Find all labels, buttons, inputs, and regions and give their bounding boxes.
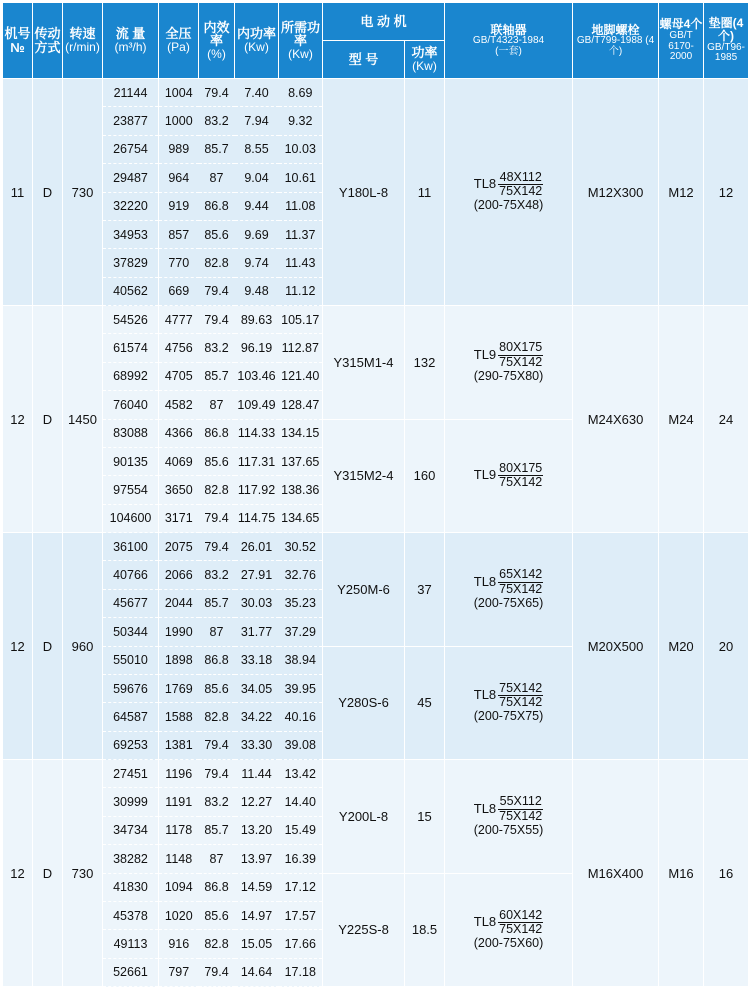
header-flow [103,3,159,79]
pressure-cell: 1196 [159,760,199,788]
efficiency-cell: 87 [199,391,235,419]
power-cell: 33.30 [235,731,279,759]
power-cell: 33.18 [235,646,279,674]
efficiency-cell: 82.8 [199,476,235,504]
pressure-cell: 1148 [159,845,199,873]
model-no-cell: 12 [3,533,33,760]
coupling-bottom: 75X142 [499,354,543,369]
power-cell: 117.92 [235,476,279,504]
pressure-cell: 2066 [159,561,199,589]
coupling-cell [445,306,573,420]
coupling-bottom: 75X142 [499,808,543,823]
req-power-cell: 134.15 [279,419,323,447]
req-power-cell: 137.65 [279,447,323,475]
header-anchor-std: GB/T799-1988 (4个) [576,35,655,57]
efficiency-cell: 83.2 [199,561,235,589]
motor-model-cell: Y280S-6 [323,646,405,760]
fan-group [3,79,749,306]
motor-model-cell: Y200L-8 [323,760,405,874]
coupling-type: TL8 [473,800,497,816]
coupling-cell [445,79,573,306]
pressure-cell: 1004 [159,79,199,107]
nut-cell: M24 [659,306,704,533]
motor-power-cell: 11 [405,79,445,306]
req-power-cell: 17.18 [279,958,323,986]
header-washer [704,3,749,79]
model-no-cell: 12 [3,760,33,987]
power-cell: 7.94 [235,107,279,135]
efficiency-cell: 85.7 [199,135,235,163]
speed-cell: 730 [63,79,103,306]
flow-cell: 61574 [103,334,159,362]
req-power-cell: 32.76 [279,561,323,589]
pressure-cell: 1588 [159,703,199,731]
coupling-type: TL9 [473,467,497,483]
motor-model-cell: Y315M1-4 [323,306,405,420]
efficiency-cell: 85.6 [199,901,235,929]
motor-power-cell: 15 [405,760,445,874]
req-power-cell: 39.08 [279,731,323,759]
req-power-cell: 11.12 [279,277,323,305]
fan-spec-table [2,2,749,987]
flow-cell: 29487 [103,164,159,192]
power-cell: 89.63 [235,306,279,334]
header-efficiency-label: 内效率 [203,19,230,49]
pressure-cell: 857 [159,220,199,248]
power-cell: 14.59 [235,873,279,901]
motor-power-cell: 37 [405,533,445,647]
efficiency-cell: 79.4 [199,504,235,532]
header-flow-label: 流 量 [115,26,146,42]
pressure-cell: 4777 [159,306,199,334]
efficiency-cell: 79.4 [199,277,235,305]
table-row [3,306,749,334]
req-power-cell: 10.61 [279,164,323,192]
efficiency-cell: 83.2 [199,107,235,135]
pressure-cell: 1769 [159,674,199,702]
coupling-fraction [498,341,543,368]
flow-cell: 23877 [103,107,159,135]
power-cell: 9.74 [235,249,279,277]
pressure-cell: 1000 [159,107,199,135]
req-power-cell: 128.47 [279,391,323,419]
coupling-spec: (200-75X65) [473,595,544,610]
coupling-bottom: 75X142 [499,184,543,199]
speed-cell: 730 [63,760,103,987]
req-power-cell: 13.42 [279,760,323,788]
washer-cell: 24 [704,306,749,533]
flow-cell: 37829 [103,249,159,277]
pressure-cell: 916 [159,930,199,958]
coupling-spec: (200-75X60) [473,936,544,951]
nut-cell: M16 [659,760,704,987]
req-power-cell: 14.40 [279,788,323,816]
header-coupling-label: 联轴器 [490,22,527,37]
req-power-cell: 138.36 [279,476,323,504]
flow-cell: 64587 [103,703,159,731]
header-speed-label: 转速 [69,26,96,42]
power-cell: 114.33 [235,419,279,447]
flow-cell: 54526 [103,306,159,334]
motor-power-cell: 160 [405,419,445,533]
model-no-cell: 11 [3,79,33,306]
coupling-type: TL9 [473,346,497,362]
pressure-cell: 1191 [159,788,199,816]
flow-cell: 40766 [103,561,159,589]
efficiency-cell: 83.2 [199,334,235,362]
flow-cell: 52661 [103,958,159,986]
coupling-fraction [498,568,543,595]
flow-cell: 30999 [103,788,159,816]
header-flow-unit: (m³/h) [114,40,147,55]
nut-cell: M12 [659,79,704,306]
motor-model-cell: Y225S-8 [323,873,405,987]
motor-power-cell: 132 [405,306,445,420]
washer-cell: 12 [704,79,749,306]
power-cell: 34.22 [235,703,279,731]
coupling-spec: (290-75X80) [473,368,544,383]
efficiency-cell: 87 [199,845,235,873]
header-motor-power [405,41,445,79]
header-nut [659,3,704,79]
coupling-spec: (200-75X75) [473,709,544,724]
power-cell: 9.69 [235,220,279,248]
power-cell: 7.40 [235,79,279,107]
header-model-no: 机号№ [3,3,33,79]
pressure-cell: 2044 [159,589,199,617]
pressure-cell: 919 [159,192,199,220]
req-power-cell: 15.49 [279,816,323,844]
flow-cell: 27451 [103,760,159,788]
flow-cell: 45378 [103,901,159,929]
speed-cell: 1450 [63,306,103,533]
pressure-cell: 4705 [159,362,199,390]
pressure-cell: 964 [159,164,199,192]
coupling-top: 65X142 [499,567,543,582]
pressure-cell: 797 [159,958,199,986]
efficiency-cell: 85.6 [199,674,235,702]
flow-cell: 40562 [103,277,159,305]
pressure-cell: 1381 [159,731,199,759]
req-power-cell: 17.12 [279,873,323,901]
efficiency-cell: 86.8 [199,873,235,901]
req-power-cell: 17.57 [279,901,323,929]
header-pressure [159,3,199,79]
pressure-cell: 1178 [159,816,199,844]
coupling-bottom: 75X142 [499,922,543,937]
efficiency-cell: 79.4 [199,760,235,788]
header-req-power-label: 所需功率 [280,19,320,49]
coupling-type: TL8 [473,687,497,703]
req-power-cell: 11.08 [279,192,323,220]
flow-cell: 50344 [103,618,159,646]
coupling-bottom: 75X142 [499,581,543,596]
req-power-cell: 39.95 [279,674,323,702]
washer-cell: 16 [704,760,749,987]
flow-cell: 41830 [103,873,159,901]
power-cell: 26.01 [235,533,279,561]
power-cell: 9.48 [235,277,279,305]
flow-cell: 49113 [103,930,159,958]
coupling-top: 80X175 [499,461,543,476]
coupling-fraction [498,909,543,936]
pressure-cell: 4582 [159,391,199,419]
anchor-bolt-cell: M24X630 [573,306,659,533]
motor-power-cell: 18.5 [405,873,445,987]
pressure-cell: 989 [159,135,199,163]
req-power-cell: 11.37 [279,220,323,248]
flow-cell: 45677 [103,589,159,617]
efficiency-cell: 79.4 [199,533,235,561]
header-power-unit: (Kw) [244,40,269,55]
header-washer-label: 垫圈(4个) [708,16,744,43]
header-motor-model: 型 号 [323,41,405,79]
power-cell: 109.49 [235,391,279,419]
header-drive: 传动方式 [33,3,63,79]
req-power-cell: 30.52 [279,533,323,561]
flow-cell: 69253 [103,731,159,759]
anchor-bolt-cell: M12X300 [573,79,659,306]
header-motor-power-unit: (Kw) [412,59,437,74]
header-efficiency-unit: (%) [207,46,226,61]
efficiency-cell: 79.4 [199,731,235,759]
pressure-cell: 4366 [159,419,199,447]
washer-cell: 20 [704,533,749,760]
efficiency-cell: 85.7 [199,362,235,390]
req-power-cell: 105.17 [279,306,323,334]
header-efficiency [199,3,235,79]
drive-cell: D [33,533,63,760]
req-power-cell: 10.03 [279,135,323,163]
flow-cell: 21144 [103,79,159,107]
pressure-cell: 1020 [159,901,199,929]
motor-model-cell: Y180L-8 [323,79,405,306]
flow-cell: 76040 [103,391,159,419]
pressure-cell: 3171 [159,504,199,532]
pressure-cell: 1990 [159,618,199,646]
pressure-cell: 4069 [159,447,199,475]
efficiency-cell: 87 [199,164,235,192]
coupling-top: 75X142 [499,680,543,695]
coupling-top: 60X142 [499,907,543,922]
table-row [3,533,749,561]
pressure-cell: 770 [159,249,199,277]
flow-cell: 32220 [103,192,159,220]
efficiency-cell: 86.8 [199,192,235,220]
power-cell: 117.31 [235,447,279,475]
nut-cell: M20 [659,533,704,760]
header-req-power-unit: (Kw) [288,46,313,61]
header-coupling-set: (一套) [495,45,522,57]
coupling-fraction [498,462,543,489]
power-cell: 14.97 [235,901,279,929]
header-anchor [573,3,659,79]
coupling-fraction [498,682,543,709]
power-cell: 96.19 [235,334,279,362]
coupling-cell [445,646,573,760]
flow-cell: 68992 [103,362,159,390]
coupling-top: 80X175 [499,340,543,355]
header-coupling [445,3,573,79]
coupling-type: TL8 [473,176,497,192]
flow-cell: 38282 [103,845,159,873]
req-power-cell: 11.43 [279,249,323,277]
req-power-cell: 9.32 [279,107,323,135]
coupling-bottom: 75X142 [499,695,543,710]
flow-cell: 59676 [103,674,159,702]
pressure-cell: 1094 [159,873,199,901]
coupling-cell [445,873,573,987]
header-motor: 电 动 机 [323,3,445,41]
efficiency-cell: 87 [199,618,235,646]
power-cell: 103.46 [235,362,279,390]
power-cell: 8.55 [235,135,279,163]
efficiency-cell: 85.7 [199,816,235,844]
table-row [3,79,749,107]
fan-group [3,306,749,533]
req-power-cell: 17.66 [279,930,323,958]
flow-cell: 36100 [103,533,159,561]
flow-cell: 34734 [103,816,159,844]
coupling-bottom: 75X142 [499,475,543,490]
fan-group [3,760,749,987]
power-cell: 13.97 [235,845,279,873]
coupling-cell [445,419,573,533]
req-power-cell: 8.69 [279,79,323,107]
flow-cell: 83088 [103,419,159,447]
header-anchor-label: 地脚螺栓 [591,22,640,37]
req-power-cell: 112.87 [279,334,323,362]
coupling-fraction [498,795,543,822]
flow-cell: 104600 [103,504,159,532]
coupling-cell [445,760,573,874]
fan-group [3,533,749,760]
efficiency-cell: 86.8 [199,419,235,447]
efficiency-cell: 82.8 [199,703,235,731]
efficiency-cell: 85.7 [199,589,235,617]
coupling-type: TL8 [473,914,497,930]
power-cell: 9.04 [235,164,279,192]
coupling-spec: (200-75X55) [473,822,544,837]
coupling-cell [445,533,573,647]
req-power-cell: 35.23 [279,589,323,617]
req-power-cell: 134.65 [279,504,323,532]
header-nut-std: GB/T 6170-2000 [668,30,694,63]
efficiency-cell: 85.6 [199,220,235,248]
power-cell: 9.44 [235,192,279,220]
anchor-bolt-cell: M20X500 [573,533,659,760]
drive-cell: D [33,306,63,533]
req-power-cell: 38.94 [279,646,323,674]
flow-cell: 26754 [103,135,159,163]
power-cell: 27.91 [235,561,279,589]
flow-cell: 97554 [103,476,159,504]
efficiency-cell: 79.4 [199,306,235,334]
flow-cell: 55010 [103,646,159,674]
power-cell: 34.05 [235,674,279,702]
header-pressure-unit: (Pa) [167,40,190,55]
efficiency-cell: 82.8 [199,249,235,277]
pressure-cell: 1898 [159,646,199,674]
motor-model-cell: Y315M2-4 [323,419,405,533]
efficiency-cell: 79.4 [199,958,235,986]
power-cell: 12.27 [235,788,279,816]
header-coupling-std: GB/T4323-1984 [472,35,545,47]
efficiency-cell: 86.8 [199,646,235,674]
drive-cell: D [33,79,63,306]
motor-model-cell: Y250M-6 [323,533,405,647]
req-power-cell: 16.39 [279,845,323,873]
header-pressure-label: 全压 [165,26,192,42]
power-cell: 114.75 [235,504,279,532]
coupling-fraction [498,171,543,198]
efficiency-cell: 85.6 [199,447,235,475]
power-cell: 14.64 [235,958,279,986]
req-power-cell: 121.40 [279,362,323,390]
header-motor-power-label: 功率 [411,45,438,61]
speed-cell: 960 [63,533,103,760]
header-power [235,3,279,79]
pressure-cell: 669 [159,277,199,305]
anchor-bolt-cell: M16X400 [573,760,659,987]
efficiency-cell: 82.8 [199,930,235,958]
pressure-cell: 3650 [159,476,199,504]
pressure-cell: 4756 [159,334,199,362]
coupling-top: 55X112 [499,794,542,809]
flow-cell: 90135 [103,447,159,475]
power-cell: 31.77 [235,618,279,646]
header-power-label: 内功率 [236,26,276,42]
power-cell: 30.03 [235,589,279,617]
table-row [3,760,749,788]
req-power-cell: 40.16 [279,703,323,731]
motor-power-cell: 45 [405,646,445,760]
header-washer-std: GB/T96-1985 [707,41,745,64]
pressure-cell: 2075 [159,533,199,561]
coupling-spec: (200-75X48) [473,198,544,213]
efficiency-cell: 83.2 [199,788,235,816]
flow-cell: 34953 [103,220,159,248]
efficiency-cell: 79.4 [199,79,235,107]
header-speed-unit: (r/min) [65,40,100,55]
header-req-power [279,3,323,79]
power-cell: 11.44 [235,760,279,788]
coupling-type: TL8 [473,573,497,589]
req-power-cell: 37.29 [279,618,323,646]
coupling-top: 48X112 [499,170,542,185]
drive-cell: D [33,760,63,987]
power-cell: 13.20 [235,816,279,844]
header-speed [63,3,103,79]
model-no-cell: 12 [3,306,33,533]
power-cell: 15.05 [235,930,279,958]
header-nut-label: 螺母4个 [659,17,703,32]
